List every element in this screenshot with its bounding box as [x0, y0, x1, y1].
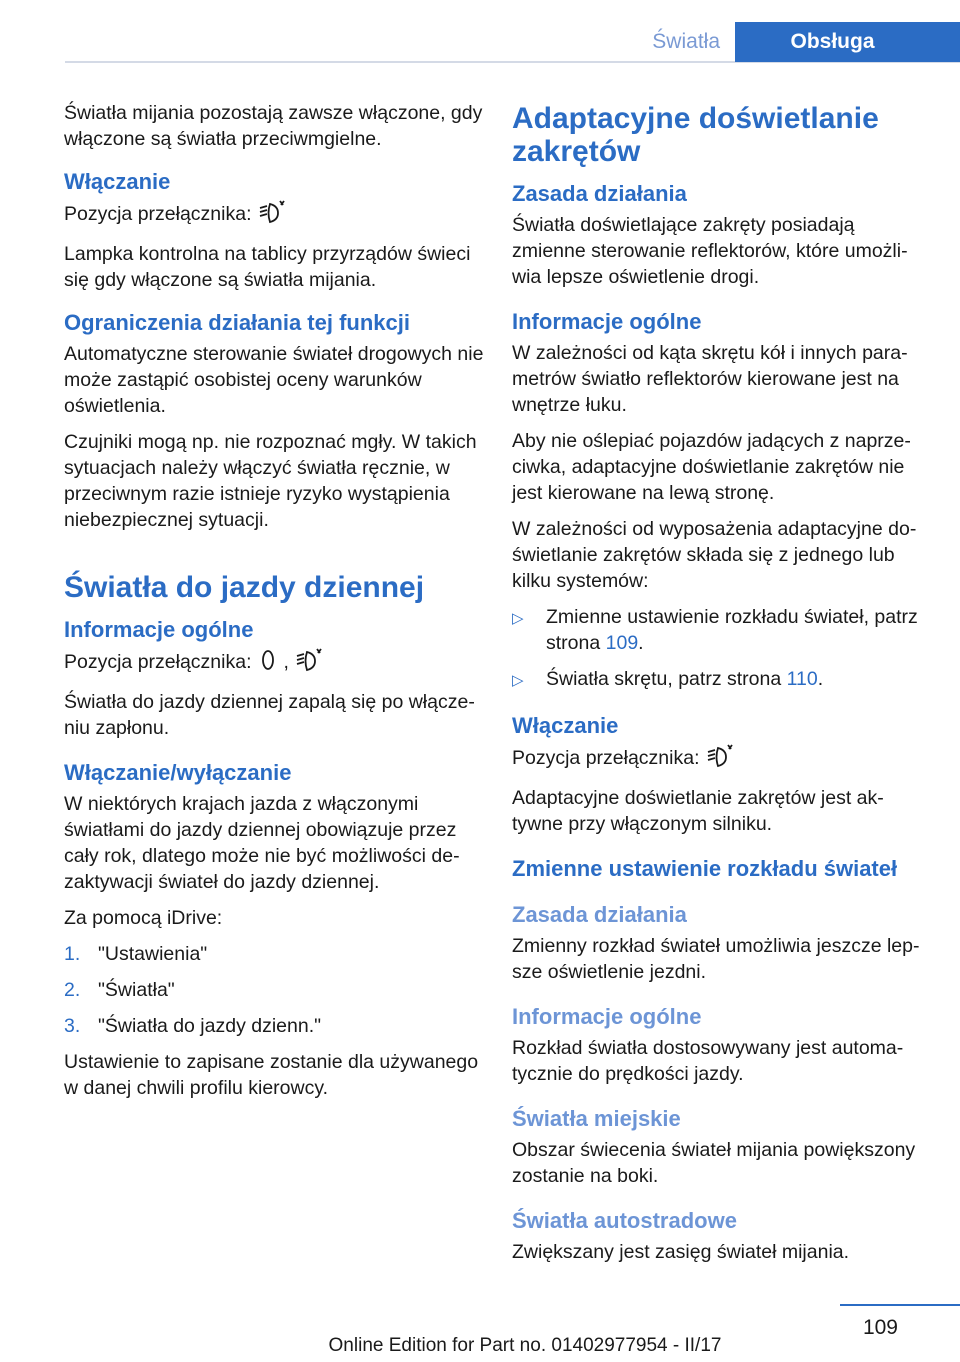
dzienne-text: Światła do jazdy dziennej zapalą się po włączeniu zapłonu.	[64, 691, 475, 739]
ograniczenia-paragraph-1: Automatyczne sterowanie świateł drogowych nie może zastąpić osobistej oceny warunków oświetlenia.	[64, 343, 484, 417]
edition-footer: Online Edition for Part no. 01402977954 - II/17	[328, 1335, 722, 1356]
informacje-paragraph-3: W zależności od wyposażenia adaptacyjne doświetlanie zakrętów składa się z jednego lub kilku systemów:	[512, 518, 917, 592]
auto-light-switch-icon	[258, 200, 286, 231]
informacje-paragraph-2: Aby nie oślepiać pojazdów jadących z naprzeciwka, adaptacyjne doświetlanie zakrętów nie jest kierowane na lewą stronę.	[512, 430, 911, 504]
wlaczanie-text: Adaptacyjne doświetlanie zakrętów jest aktywne przy włączonym silniku.	[512, 787, 884, 835]
heading-informacje-ogolne: Informacje ogólne	[64, 617, 254, 642]
heading-zmienne-ustawienie: Zmienne ustawienie rozkładu świateł	[512, 856, 898, 881]
autostrada-text: Zwiększany jest zasięg świateł mijania.	[512, 1241, 850, 1263]
triangle-bullet-icon: ▷	[512, 610, 524, 627]
switch-off-icon	[258, 648, 278, 679]
auto-light-switch-icon	[295, 648, 323, 679]
indicator-lamp-text: Lampka kontrolna na tablicy przyrządów świeci się gdy włączone są światła mijania.	[64, 243, 471, 291]
informacje2-text: Rozkład światła dostosowywany jest automatycznie do prędkości jazdy.	[512, 1037, 904, 1085]
page-link-110[interactable]: 110	[786, 668, 818, 690]
heading-wlaczanie: Włączanie	[64, 169, 171, 194]
idrive-steps-list	[64, 941, 484, 1039]
left-column	[64, 100, 484, 1111]
triangle-bullet-icon: ▷	[512, 672, 524, 689]
switch-position-line: Pozycja przełącznika:	[512, 744, 927, 775]
heading-ograniczenia: Ograniczenia działania tej funkcji	[64, 310, 410, 335]
informacje-paragraph-1: W zależności od kąta skrętu kół i innych parametrów światło reflektorów kierowane jest na wnętrze łuku.	[512, 342, 908, 416]
heading-zasada-dzialania-2: Zasada działania	[512, 902, 687, 927]
right-column	[512, 100, 927, 1275]
page-number: 109	[862, 1316, 898, 1339]
heading-adaptacyjne: Adaptacyjne doświetlanie zakrętów	[512, 102, 879, 168]
zasada2-text: Zmienny rozkład świateł umożliwia jeszcze lepsze oświetlenie jezdni.	[512, 935, 920, 983]
heading-swiatla-dzienne: Światła do jazdy dziennej	[64, 571, 425, 604]
switch-positions-line: Pozycja przełącznika: ,	[64, 648, 484, 679]
heading-wlaczanie: Włączanie	[512, 713, 619, 738]
list-item: 2. "Światła"	[64, 979, 175, 1001]
idrive-intro: Za pomocą iDrive:	[64, 907, 223, 929]
ograniczenia-paragraph-2: Czujniki mogą np. nie rozpoznać mgły. W takich sytuacjach należy włączyć światła ręcznie, w przeciwnym razie istnieje ryzyko wystąpienia niebezpiecznej sytuacji.	[64, 431, 477, 531]
list-item: ▷ Zmienne ustawienie rozkładu świateł, patrz strona 109.	[512, 606, 918, 654]
switch-position-line: Pozycja przełącznika:	[64, 200, 484, 231]
heading-informacje-ogolne: Informacje ogólne	[512, 309, 702, 334]
list-item: 1. "Ustawienia"	[64, 943, 208, 965]
heading-informacje-ogolne-2: Informacje ogólne	[512, 1004, 702, 1029]
list-item: 3. "Światła do jazdy dzienn."	[64, 1015, 322, 1037]
page-link-109[interactable]: 109	[605, 632, 639, 654]
heading-wlaczanie-wylaczanie: Włączanie/wyłączanie	[64, 760, 292, 785]
heading-swiatla-autostradowe: Światła autostradowe	[512, 1208, 737, 1233]
heading-zasada-dzialania: Zasada działania	[512, 181, 687, 206]
systems-list	[512, 604, 927, 694]
header-chapter-tab: Obsługa	[735, 22, 960, 62]
outro-paragraph: Ustawienie to zapisane zostanie dla używanego w danej chwili profilu kierowcy.	[64, 1051, 479, 1099]
heading-swiatla-miejskie: Światła miejskie	[512, 1106, 681, 1131]
auto-light-switch-icon	[706, 744, 734, 775]
zasada-text: Światła doświetlające zakręty posiadają zmienne sterowanie reflektorów, które umożliwia lepsze oświetlenie drogi.	[512, 214, 908, 288]
list-item: ▷ Światła skrętu, patrz strona 110.	[512, 666, 927, 694]
footer-rule	[840, 1304, 960, 1306]
miejskie-text: Obszar świecenia świateł mijania powiększony zostanie na boki.	[512, 1139, 916, 1187]
wlaczanie-wylaczanie-text: W niektórych krajach jazda z włączonymi światłami do jazdy dziennej obowiązuje przez cały rok, dlatego może nie być możliwości dezaktywacji świateł do jazdy dziennej.	[64, 793, 460, 893]
intro-paragraph: Światła mijania pozostają zawsze włączone, gdy włączone są światła przeciwmgielne.	[64, 102, 483, 150]
header-section-label: Światła	[652, 30, 720, 53]
